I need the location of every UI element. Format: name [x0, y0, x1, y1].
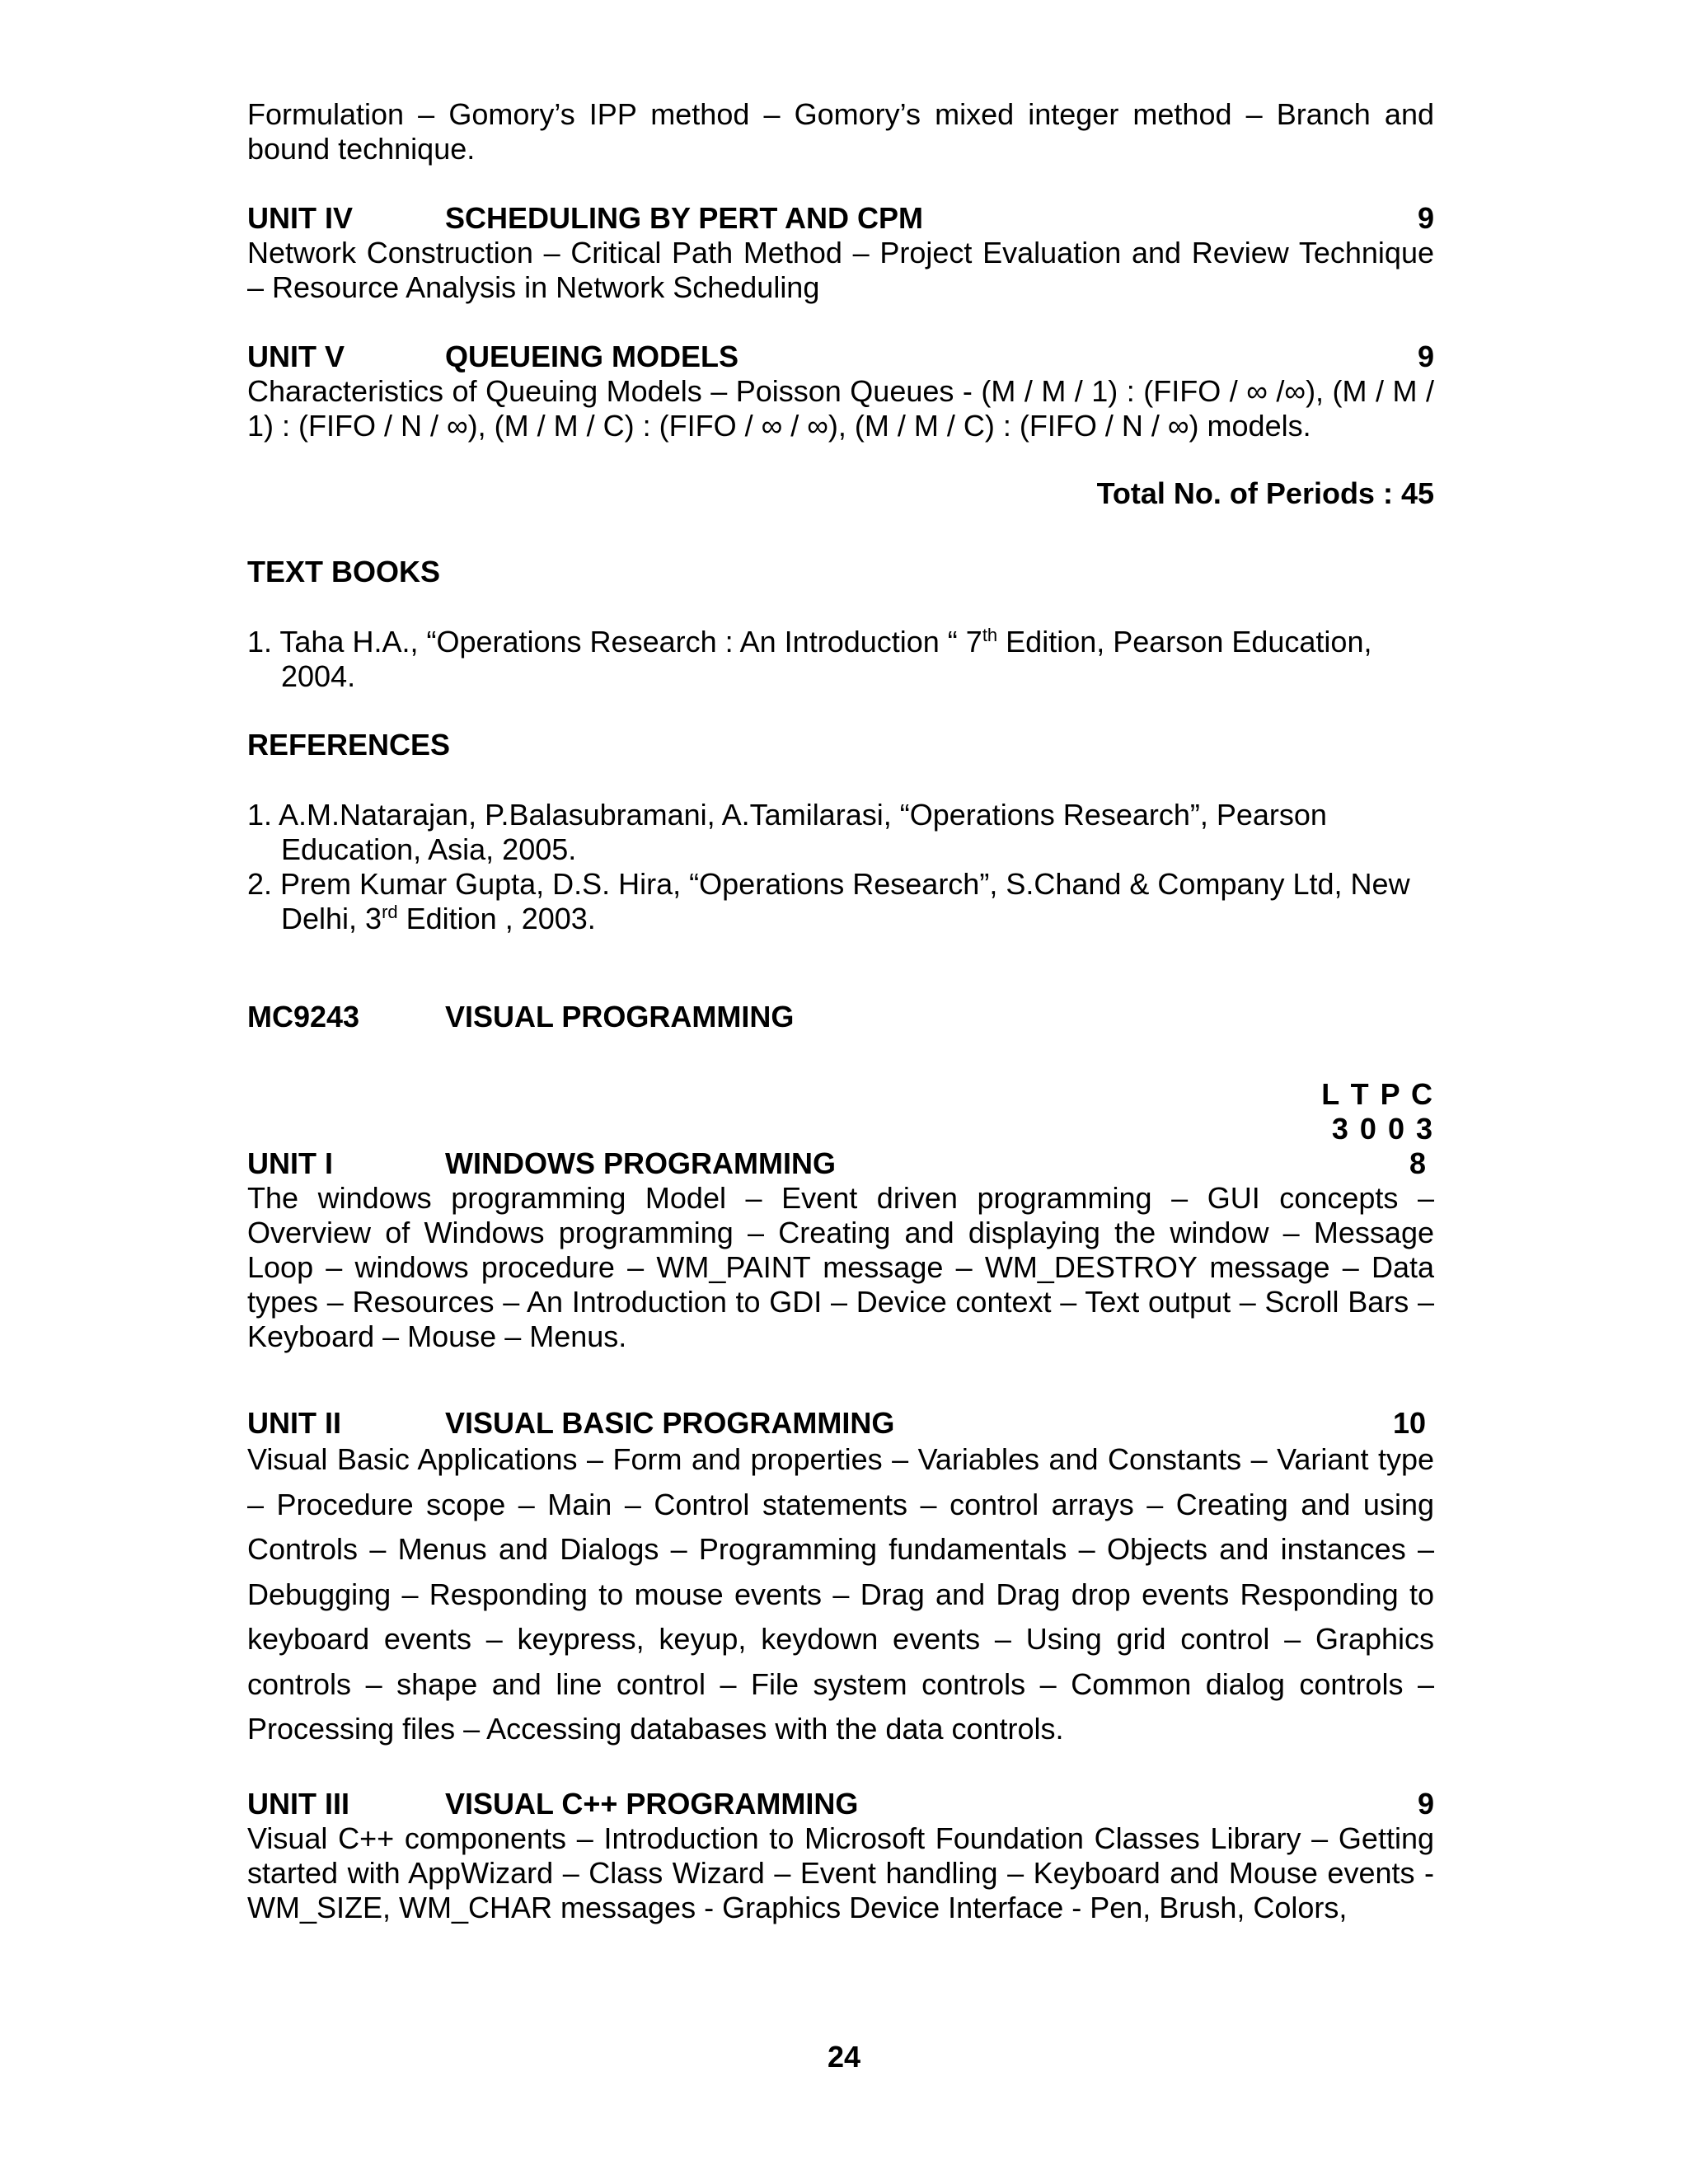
textbooks-list	[247, 625, 1434, 694]
ltpc-values: 3 0 0 3	[1331, 1112, 1434, 1146]
unit-hours: 9	[1417, 340, 1434, 373]
unit-code: UNIT II	[247, 1406, 341, 1440]
unit-i-header	[247, 1146, 1426, 1181]
references-list	[247, 798, 1434, 936]
unit-code: UNIT V	[247, 340, 345, 373]
reference-item: 2. Prem Kumar Gupta, D.S. Hira, “Operations Research”, S.Chand & Company Ltd, New Delhi, 3rd Edition , 2003.	[247, 867, 1410, 935]
unit-i	[247, 1146, 1434, 1354]
unit-iv	[247, 201, 1434, 305]
unit-title: VISUAL C++ PROGRAMMING	[445, 1787, 859, 1821]
unit-hours: 9	[1417, 1787, 1434, 1821]
unit-body: The windows programming Model – Event driven programming – GUI concepts – Overview of Windows programming – Creating and displaying the window – Message Loop – windows procedure – WM_PAINT message – WM_DESTROY message – Data types – Resources – An Introduction to GDI – Device context – Text output – Scroll Bars – Keyboard – Mouse – Menus.	[247, 1181, 1434, 1353]
unit-body: Visual Basic Applications – Form and properties – Variables and Constants – Variant type – Procedure scope – Main – Control statements – control arrays – Creating and using Controls – Menus and Dialogs – Programming fundamentals – Objects and instances – Debugging – Responding to mouse events – Drag and Drag drop events Responding to keyboard events – keypress, keyup, keydown events – Using grid control – Graphics controls – shape and line control – File system controls – Common dialog controls – Processing files – Accessing databases with the data controls.	[247, 1442, 1434, 1746]
course-code: MC9243	[247, 1000, 360, 1033]
references-heading: REFERENCES	[247, 728, 451, 762]
ltpc-labels: L T P C	[1321, 1077, 1434, 1111]
textbook-item: 1. Taha H.A., “Operations Research : An Introduction “ 7th Edition, Pearson Education, 2004.	[247, 625, 1372, 693]
unit-iii	[247, 1787, 1434, 1925]
unit-hours: 10	[1392, 1406, 1426, 1440]
unit-v	[247, 340, 1434, 443]
unit-code: UNIT I	[247, 1146, 333, 1180]
unit-ii-header	[247, 1406, 1426, 1441]
course-header	[247, 1000, 1434, 1034]
unit-hours: 9	[1417, 201, 1434, 235]
unit-body: Characteristics of Queuing Models – Poisson Queues - (M / M / 1) : (FIFO / ∞ /∞), (M / M / 1) : (FIFO / N / ∞), (M / M / C) : (FIFO / ∞ / ∞), (M / M / C) : (FIFO / N / ∞) models.	[247, 374, 1434, 443]
unit-v-header	[247, 340, 1434, 374]
total-periods: Total No. of Periods : 45	[1096, 476, 1434, 510]
unit-code: UNIT III	[247, 1787, 349, 1821]
page-number: 24	[827, 2040, 861, 2074]
prev-section	[247, 97, 1434, 166]
reference-item: 1. A.M.Natarajan, P.Balasubramani, A.Tamilarasi, “Operations Research”, Pearson Education, Asia, 2005.	[247, 798, 1327, 866]
unit-title: QUEUEING MODELS	[445, 340, 739, 373]
unit-iii-header	[247, 1787, 1434, 1821]
unit-title: SCHEDULING BY PERT AND CPM	[445, 201, 924, 235]
unit-title: WINDOWS PROGRAMMING	[445, 1146, 836, 1180]
unit-hours: 8	[1409, 1146, 1426, 1180]
prev-section-text: Formulation – Gomory’s IPP method – Gomory’s mixed integer method – Branch and bound technique.	[247, 97, 1434, 166]
course-title: VISUAL PROGRAMMING	[445, 1000, 795, 1033]
unit-title: VISUAL BASIC PROGRAMMING	[445, 1406, 895, 1440]
unit-body: Network Construction – Critical Path Method – Project Evaluation and Review Technique – Resource Analysis in Network Scheduling	[247, 236, 1434, 304]
textbooks-heading: TEXT BOOKS	[247, 555, 441, 588]
unit-iv-header	[247, 201, 1434, 236]
unit-ii	[247, 1406, 1434, 1752]
unit-body: Visual C++ components – Introduction to Microsoft Foundation Classes Library – Getting started with AppWizard – Class Wizard – Event handling – Keyboard and Mouse events - WM_SIZE, WM_CHAR messages - Graphics Device Interface - Pen, Brush, Colors,	[247, 1821, 1434, 1924]
unit-code: UNIT IV	[247, 201, 354, 235]
